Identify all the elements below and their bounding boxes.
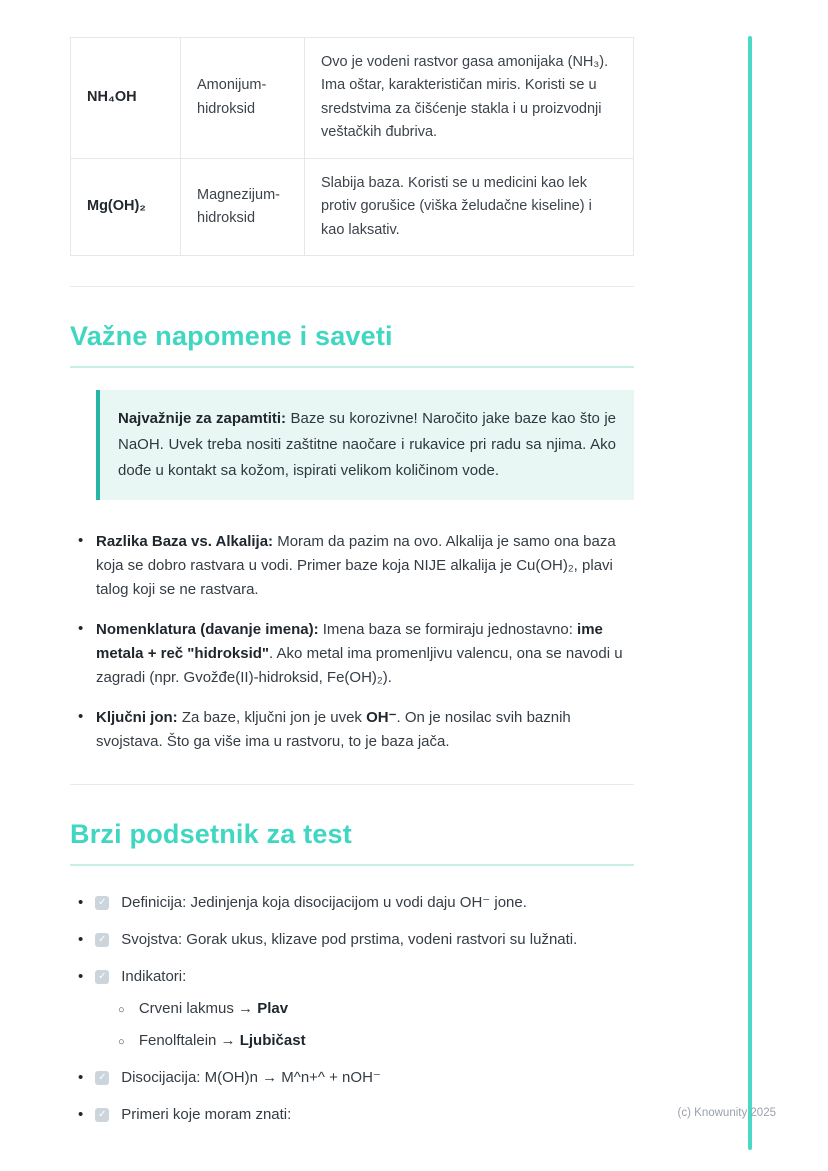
checklist-item-text: Primeri koje moram znati: xyxy=(121,1106,292,1124)
bases-table xyxy=(70,37,634,256)
sub-list xyxy=(118,998,634,1051)
name-cell: Amonijum-hidroksid xyxy=(181,38,305,159)
bullet-lead: Razlika Baza vs. Alkalija: xyxy=(96,532,278,550)
bullet-bold-text: ime metala + reč "hidroksid" xyxy=(96,620,603,662)
checklist-item xyxy=(70,929,634,950)
list-item xyxy=(70,530,634,603)
sub-item-bold-text: Plav xyxy=(257,1000,289,1018)
list-item xyxy=(70,706,634,755)
divider xyxy=(70,784,634,785)
formula-cell: NH₄OH xyxy=(71,38,181,159)
footer-copyright: (c) Knowunity 2025 xyxy=(677,1107,776,1119)
bullet-icon: • xyxy=(78,931,84,949)
important-callout xyxy=(96,390,634,499)
checklist-item xyxy=(70,1067,634,1088)
notes-list xyxy=(70,530,634,754)
bullet-icon: • xyxy=(78,707,84,725)
checklist xyxy=(70,892,634,1125)
checkbox-checked-icon[interactable]: ✓ xyxy=(95,1108,109,1122)
bullet-bold-text: OH⁻ xyxy=(366,708,397,726)
table-row xyxy=(71,158,634,255)
circle-bullet-icon: ○ xyxy=(118,1004,125,1017)
callout-text: Baze su korozivne! Naročito jake baze kao što je NaOH. Uvek treba nositi zaštitne naočare i rukavice pri radu sa njima. Ako dođe u kontakt sa kožom, ispirati velikom količinom vode. xyxy=(118,410,616,479)
section-title-notes: Važne napomene i saveti xyxy=(70,321,634,368)
checklist-item-text: Indikatori: xyxy=(121,968,187,986)
bullet-icon: • xyxy=(78,894,84,912)
bullet-icon: • xyxy=(78,531,84,549)
document-content xyxy=(70,0,634,1141)
bullet-icon: • xyxy=(78,619,84,637)
bullet-text: . On je nosilac svih baznih svojstava. Što ga više ima u rastvoru, to je baza jača. xyxy=(96,708,571,750)
checklist-item-text: Disocijacija: M(OH)n → M^n+^ + nOH⁻ xyxy=(121,1069,381,1087)
sub-item-bold-text: Ljubičast xyxy=(239,1032,306,1050)
sub-item-text: Crveni lakmus → xyxy=(138,1000,258,1018)
checklist-item xyxy=(70,1104,634,1125)
bullet-icon: • xyxy=(78,1106,84,1124)
checklist-item-text: Svojstva: Gorak ukus, klizave pod prstima, vodeni rastvori su lužnati. xyxy=(121,931,578,949)
bullet-lead: Nomenklatura (davanje imena): xyxy=(96,620,323,638)
bullet-text: Za baze, ključni jon je uvek xyxy=(181,708,367,726)
checklist-item xyxy=(70,892,634,913)
circle-bullet-icon: ○ xyxy=(118,1036,125,1049)
bullet-text: Imena baza se formiraju jednostavno: xyxy=(322,620,578,638)
checklist-item xyxy=(70,966,634,1051)
list-item xyxy=(70,618,634,691)
checkbox-checked-icon[interactable]: ✓ xyxy=(95,970,109,984)
table-row xyxy=(71,38,634,159)
sub-list-item xyxy=(118,998,634,1019)
checkbox-checked-icon[interactable]: ✓ xyxy=(95,933,109,947)
formula-cell: Mg(OH)₂ xyxy=(71,158,181,255)
bullet-icon: • xyxy=(78,1069,84,1087)
checkbox-checked-icon[interactable]: ✓ xyxy=(95,1071,109,1085)
callout-lead: Najvažnije za zapamtiti: xyxy=(118,410,287,428)
checkbox-checked-icon[interactable]: ✓ xyxy=(95,896,109,910)
bullet-lead: Ključni jon: xyxy=(96,708,182,726)
checklist-item-text: Definicija: Jedinjenja koja disocijacijom u vodi daju OH⁻ jone. xyxy=(121,894,527,912)
page-edge-accent xyxy=(748,36,752,1150)
section-title-reminder: Brzi podsetnik za test xyxy=(70,819,634,866)
divider xyxy=(70,286,634,287)
name-cell: Magnezijum-hidroksid xyxy=(181,158,305,255)
bullet-text: . Ako metal ima promenljivu valencu, ona se navodi u zagradi (npr. Gvožđe(II)-hidroksid, Fe(OH)₂). xyxy=(96,644,623,687)
bullet-text: Moram da pazim na ovo. Alkalija je samo ona baza koja se dobro rastvara u vodi. Primer baze koja NIJE alkalija je Cu(OH)₂, plavi talog koji se ne rastvara. xyxy=(96,532,616,599)
description-cell: Slabija baza. Koristi se u medicini kao lek protiv gorušice (viška želudačne kiseline) i kao laksativ. xyxy=(305,158,634,255)
description-cell: Ovo je vodeni rastvor gasa amonijaka (NH₃). Ima oštar, karakterističan miris. Koristi se u sredstvima za čišćenje stakla i u proizvodnji veštačkih đubriva. xyxy=(305,38,634,159)
bullet-icon: • xyxy=(78,968,84,986)
sub-item-text: Fenolftalein → xyxy=(138,1032,240,1050)
sub-list-item xyxy=(118,1030,634,1051)
